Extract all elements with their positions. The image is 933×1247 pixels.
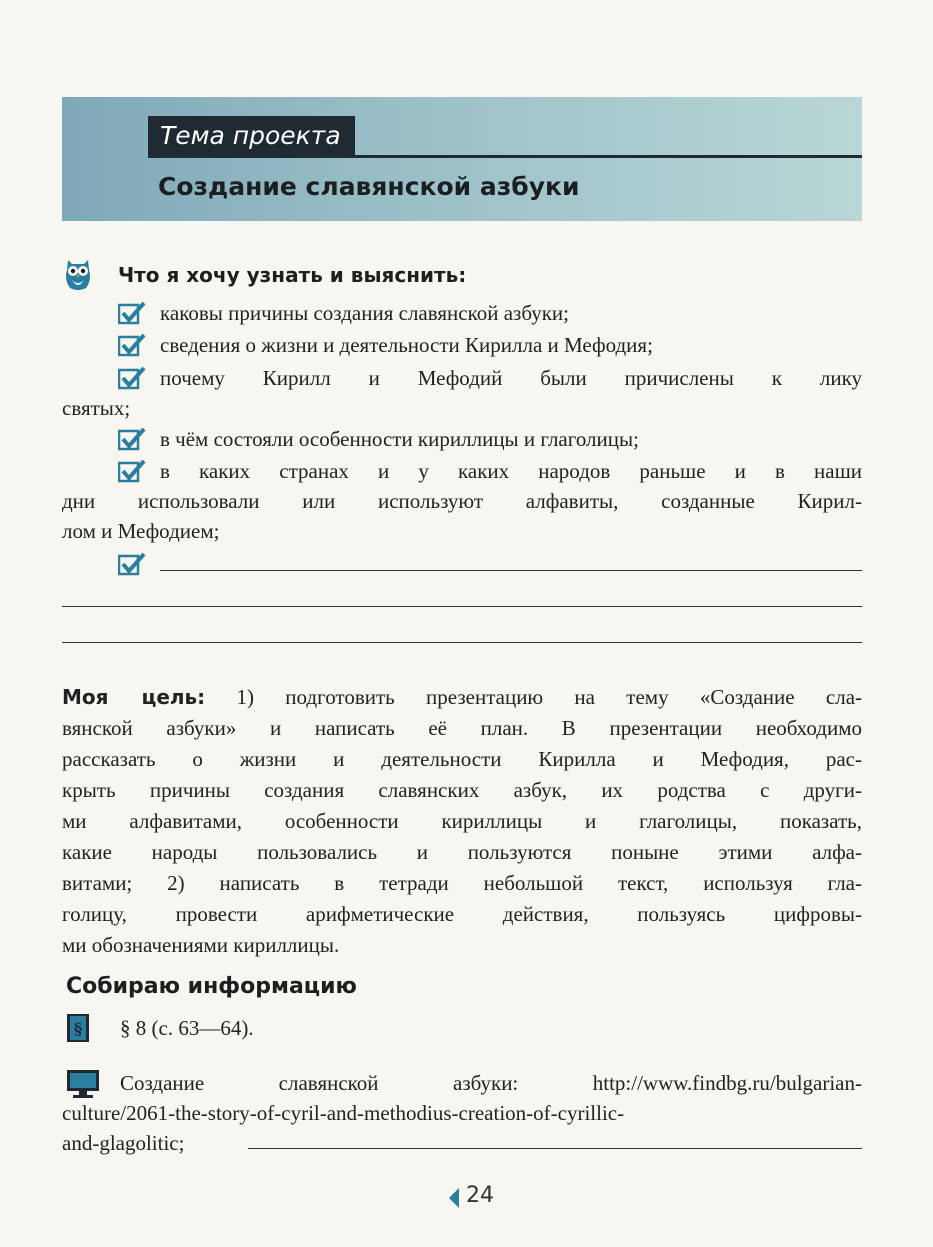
question-item: в каких странах и у каких народов раньше и в наши xyxy=(160,459,862,483)
checkmark-icon xyxy=(118,366,146,390)
checkmark-icon xyxy=(118,459,146,483)
question-item: сведения о жизни и деятельности Кирилла и Мефодия; xyxy=(160,333,653,357)
questions-heading: Что я хочу узнать и выяснить: xyxy=(118,263,467,287)
question-item-cont: святых; xyxy=(62,396,131,420)
goal-line: ми алфавитами, особенности кириллицы и глаголицы, показать, xyxy=(62,809,862,833)
goal-line: голицу, провести арифметические действия, пользуясь цифровы- xyxy=(62,902,862,926)
page-number: 24 xyxy=(466,1183,494,1208)
info-heading: Собираю информацию xyxy=(66,974,357,999)
project-tag: Тема проекта xyxy=(148,116,355,156)
book-icon xyxy=(66,1013,90,1043)
goal-line: вянской азбуки» и написать её план. В презентации необходимо xyxy=(62,716,862,740)
question-item-cont: лом и Мефодием; xyxy=(62,519,220,543)
checkmark-icon xyxy=(118,427,146,451)
checkmark-icon xyxy=(118,301,146,325)
page-arrow-icon xyxy=(448,1187,460,1209)
web-resource-line: Создание славянской азбуки: http://www.findbg.ru/bulgarian- xyxy=(120,1071,862,1095)
answer-blank-line[interactable] xyxy=(160,570,862,571)
answer-blank-line[interactable] xyxy=(62,642,862,643)
goal-line: какие народы пользовались и пользуются поныне этими алфа- xyxy=(62,840,862,864)
answer-blank-line[interactable] xyxy=(62,606,862,607)
checkmark-icon xyxy=(118,333,146,357)
goal-line: крыть причины создания славянских азбук, их родства с други- xyxy=(62,778,862,802)
question-item: почему Кирилл и Мефодий были причислены к лику xyxy=(160,366,862,390)
goal-line: рассказать о жизни и деятельности Кирилла и Мефодия, рас- xyxy=(62,747,862,771)
question-item-cont: дни использовали или используют алфавиты, созданные Кирил- xyxy=(62,489,862,513)
question-item: в чём состояли особенности кириллицы и глаголицы; xyxy=(160,427,639,451)
answer-blank-line[interactable] xyxy=(248,1148,862,1149)
goal-line: ми обозначениями кириллицы. xyxy=(62,933,340,957)
goal-line xyxy=(62,682,862,713)
web-resource-line: culture/2061-the-story-of-cyril-and-methodius-creation-of-cyrillic- xyxy=(62,1101,625,1125)
goal-text: 1) подготовить презентацию на тему «Создание сла- xyxy=(236,685,863,709)
checkmark-icon xyxy=(118,552,146,576)
project-title: Создание славянской азбуки xyxy=(158,172,580,201)
goal-line: витами; 2) написать в тетради небольшой текст, используя гла- xyxy=(62,871,862,895)
question-item: каковы причины создания славянской азбуки; xyxy=(160,301,569,325)
svg-text:§: § xyxy=(73,1019,83,1038)
owl-icon xyxy=(62,256,94,292)
textbook-reference: § 8 (с. 63—64). xyxy=(120,1016,254,1040)
banner-divider xyxy=(148,155,862,158)
computer-icon xyxy=(66,1069,100,1099)
web-resource-line: and-glagolitic; xyxy=(62,1131,185,1155)
goal-label: Моя цель: xyxy=(62,685,206,709)
